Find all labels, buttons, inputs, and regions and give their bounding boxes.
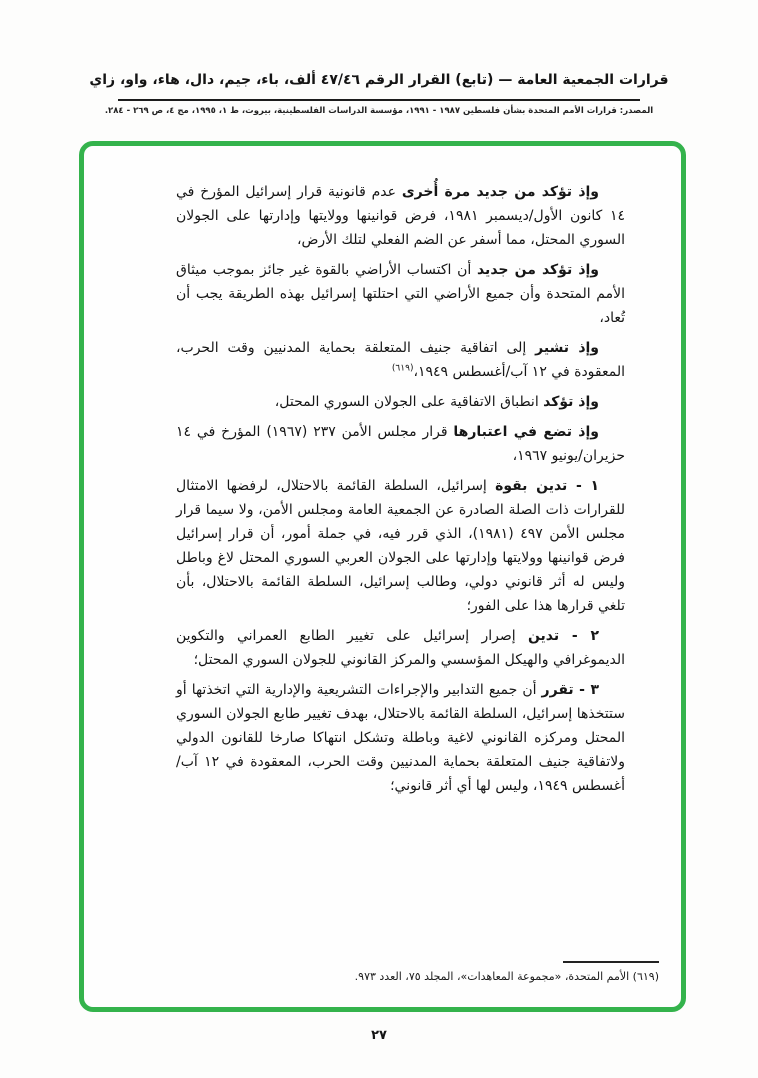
paragraph-text: إسرائيل، السلطة القائمة بالاحتلال، لرفضها الامتثال للقرارات ذات الصلة الصادرة عن الجمعية العامة ومجلس الأمن، ولا سيما قرار مجلس الأمن ٤٩٧ (١٩٨١)، الذي قرر فيه، في جملة أمور، أن قرار إسرائيل فرض قوانينها وولايتها وإدارتها على الجولان العربي السوري المحتل لاغ وباطل وليس له أثر قانوني دولي، وطالب إسرائيل، السلطة القائمة بالاحتلال، بأن تلغي قرارها هذا على الفور؛ xyxy=(176,478,625,614)
resolution-text xyxy=(176,180,625,804)
resolution-box xyxy=(79,141,686,1012)
paragraph-text: أن جميع التدابير والإجراءات التشريعية والإدارية التي اتخذتها أو ستتخذها إسرائيل، السلطة القائمة بالاحتلال، بهدف تغيير طابع الجولان السوري المحتل ومركزه القانوني لاغية وباطلة وتشكل انتهاكا صارخا للقانون الدولي ولاتفاقية جنيف المتعلقة بحماية المدنيين وقت الحرب، المعقودة في ١٢ آب/أغسطس ١٩٤٩، وليس لها أي أثر قانوني؛ xyxy=(176,682,625,794)
paragraph-text: إصرار إسرائيل على تغيير الطابع العمراني والتكوين الديموغرافي والهيكل المؤسسي والمركز القانوني للجولان السوري المحتل؛ xyxy=(176,628,625,668)
paragraph-lead: وإذ تؤكد من جديد xyxy=(476,262,600,278)
paragraph-lead: ٣ - تقرر xyxy=(541,682,599,698)
page-number: ٢٧ xyxy=(371,1028,387,1043)
resolution-paragraph xyxy=(176,420,625,468)
footnote-marker: (٦١٩) xyxy=(391,363,414,374)
paragraph-lead: وإذ تضع في اعتبارها xyxy=(453,424,599,440)
paragraph-text: قرار مجلس الأمن ٢٣٧ (١٩٦٧) المؤرخ في ١٤ حزيران/يونيو ١٩٦٧، xyxy=(176,424,625,464)
header-rule xyxy=(118,99,640,101)
paragraph-lead: ١ - تدين بقوة xyxy=(495,478,599,494)
paragraph-lead: وإذ تشير xyxy=(535,340,600,356)
paragraph-text: أن اكتساب الأراضي بالقوة غير جائز بموجب ميثاق الأمم المتحدة وأن جميع الأراضي التي احتلتها إسرائيل بهذه الطريقة يجب أن تُعاد، xyxy=(176,262,625,326)
paragraph-text: إلى اتفاقية جنيف المتعلقة بحماية المدنيين وقت الحرب، المعقودة في ١٢ آب/أغسطس ١٩٤٩، xyxy=(176,340,625,380)
resolution-paragraph xyxy=(176,474,625,618)
paragraph-text: عدم قانونية قرار إسرائيل المؤرخ في ١٤ كانون الأول/ديسمبر ١٩٨١، فرض قوانينها وولايتها وإدارتها على الجولان السوري المحتل، مما أسفر عن الضم الفعلي لتلك الأرض، xyxy=(176,184,625,248)
paragraph-text: انطباق الاتفاقية على الجولان السوري المحتل، xyxy=(274,394,544,410)
resolution-paragraph xyxy=(176,258,625,330)
source-citation: المصدر: قرارات الأمم المتحدة بشأن فلسطين ١٩٨٧ - ١٩٩١، مؤسسة الدراسات الفلسطينية، بيروت، ط ١، ١٩٩٥، مج ٤، ص ٢٦٩ - ٢٨٤. xyxy=(104,106,654,116)
resolution-paragraph xyxy=(176,336,625,384)
footnote-block xyxy=(176,951,659,983)
paragraph-lead: وإذ تؤكد xyxy=(543,394,599,410)
resolution-paragraph xyxy=(176,624,625,672)
footnote-divider xyxy=(563,961,659,963)
footnote-text: (٦١٩) الأمم المتحدة، «مجموعة المعاهدات»، المجلد ٧٥، العدد ٩٧٣. xyxy=(354,970,659,983)
paragraph-lead: ٢ - تدين xyxy=(527,628,600,644)
paragraph-lead: وإذ تؤكد من جديد مرة أُخرى xyxy=(401,184,600,200)
page-header-title: قرارات الجمعية العامة — (تابع) القرار الرقم ٤٧/٤٦ ألف، باء، جيم، دال، هاء، واو، زاي xyxy=(89,72,669,88)
resolution-paragraph xyxy=(176,390,625,414)
resolution-paragraph xyxy=(176,678,625,798)
resolution-paragraph xyxy=(176,180,625,252)
